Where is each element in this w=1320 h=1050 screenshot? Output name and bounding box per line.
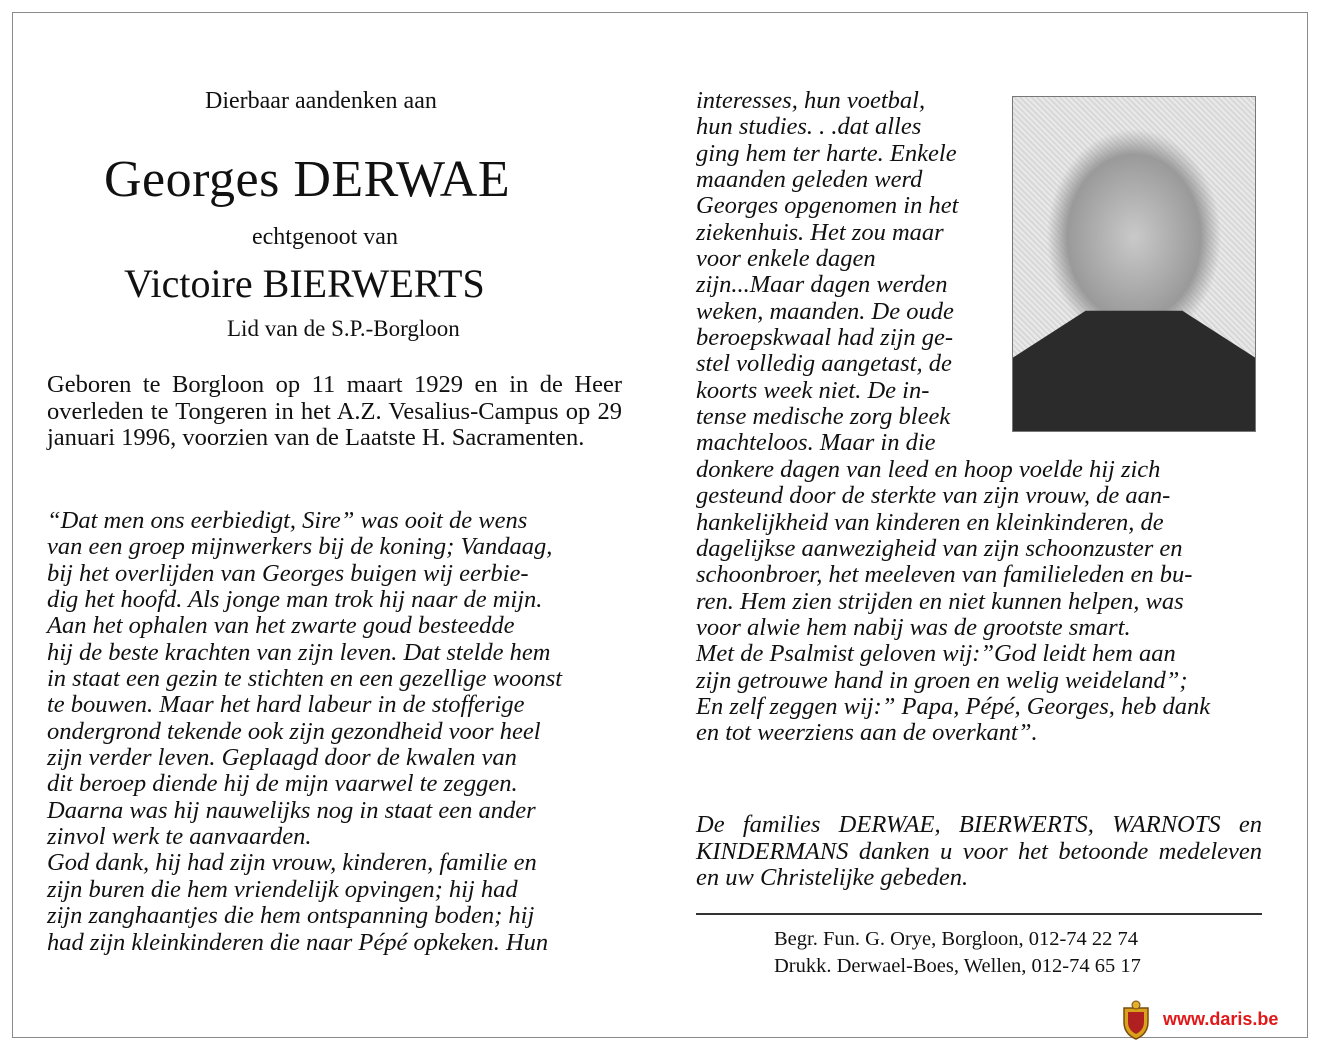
text-line: in staat een gezin te stichten en een gezellige woonst	[47, 665, 563, 693]
eulogy-right-narrow	[696, 88, 996, 457]
text-line: zijn buren die hem vriendelijk opvingen; hij had	[47, 875, 518, 903]
text-line: Georges opgenomen in het	[696, 192, 959, 220]
credits	[774, 926, 1141, 980]
text-line: zijn verder leven. Geplaagd door de kwalen van	[47, 744, 517, 772]
text-line: zijn...Maar dagen werden	[696, 271, 948, 299]
text-line: maanden geleden werd	[696, 166, 923, 194]
text-line: ren. Hem zien strijden en niet kunnen helpen, was	[696, 587, 1184, 615]
text-line: had zijn kleinkinderen die naar Pépé opkeken. Hun	[47, 928, 549, 956]
membership-text: Lid van de S.P.-Borgloon	[227, 316, 460, 341]
watermark-link[interactable]: www.daris.be	[1163, 1009, 1279, 1029]
text-line: te bouwen. Maar het hard labeur in de stofferige	[47, 691, 525, 719]
text-line: zijn getrouwe hand in groen en welig weideland”;	[696, 666, 1188, 694]
text-line: interesses, hun voetbal,	[696, 87, 926, 114]
text-line: En zelf zeggen wij:” Papa, Pépé, Georges, heb dank	[696, 692, 1211, 720]
portrait-photo	[1012, 96, 1256, 432]
text-line: dig het hoofd. Als jonge man trok hij naar de mijn.	[47, 586, 543, 614]
crest-icon	[1120, 1000, 1152, 1040]
birth-death-text: Geboren te Borgloon op 11 maart 1929 en in de Heer overleden te Tongeren in het A.Z. Vesalius-Campus op 29 januari 1996, voorzien van de Laatste H. Sacramenten.	[47, 371, 622, 451]
text-line: zinvol werk te aanvaarden.	[47, 823, 312, 851]
credit-line: Begr. Fun. G. Orye, Borgloon, 012-74 22 74	[774, 928, 1139, 950]
text-line: dagelijkse aanwezigheid van zijn schoonzuster en	[696, 534, 1183, 562]
text-line: hun studies. . .dat alles	[696, 113, 922, 141]
spouse-name: Victoire BIERWERTS	[124, 261, 485, 306]
text-line: en tot weerziens aan de overkant”.	[696, 719, 1038, 747]
text-line: Aan het ophalen van het zwarte goud besteedde	[47, 612, 515, 640]
text-line: zijn zanghaantjes die hem ontspanning boden; hij	[47, 902, 535, 930]
text-line: voor alwie hem nabij was de grootste smart.	[696, 613, 1131, 641]
deceased-name: Georges DERWAE	[104, 151, 511, 208]
text-line: gesteund door de sterkte van zijn vrouw, de aan-	[696, 482, 1171, 510]
spouse-label: echtgenoot van	[252, 224, 398, 250]
divider	[696, 913, 1262, 915]
text-line: dit beroep diende hij de mijn vaarwel te zeggen.	[47, 770, 518, 798]
text-line: God dank, hij had zijn vrouw, kinderen, familie en	[47, 849, 537, 877]
text-line: Daarna was hij nauwelijks nog in staat een ander	[47, 796, 536, 824]
text-line: ziekenhuis. Het zou maar	[696, 218, 944, 246]
text-line: stel volledig aangetast, de	[696, 350, 952, 378]
text-line: tense medische zorg bleek	[696, 403, 951, 431]
text-line: voor enkele dagen	[696, 245, 876, 273]
text-line: weken, maanden. De oude	[696, 297, 954, 325]
text-line: donkere dagen van leed en hoop voelde hij zich	[696, 455, 1161, 483]
text-line: Met de Psalmist geloven wij:”God leidt hem aan	[696, 640, 1176, 668]
eulogy-right-wide	[696, 457, 1262, 747]
credit-line: Drukk. Derwael-Boes, Wellen, 012-74 65 17	[774, 955, 1141, 977]
eulogy-left	[47, 508, 622, 956]
text-line: bij het overlijden van Georges buigen wij eerbie-	[47, 559, 529, 587]
text-line: beroepskwaal had zijn ge-	[696, 324, 953, 352]
text-line: hankelijkheid van kinderen en kleinkinderen, de	[696, 508, 1164, 536]
text-line: machteloos. Maar in die	[696, 429, 936, 457]
text-line: schoonbroer, het meeleven van familieleden en bu-	[696, 561, 1193, 589]
intro-text: Dierbaar aandenken aan	[205, 88, 437, 114]
text-line: hij de beste krachten van zijn leven. Dat stelde hem	[47, 638, 551, 666]
family-thanks: De families DERWAE, BIERWERTS, WARNOTS en KINDERMANS danken u voor het betoonde medeleven en uw Christelijke gebeden.	[696, 811, 1262, 891]
text-line: ging hem ter harte. Enkele	[696, 139, 957, 167]
text-line: van een groep mijnwerkers bij de koning; Vandaag,	[47, 533, 553, 561]
text-line: koorts week niet. De in-	[696, 376, 930, 404]
text-line: ondergrond tekende ook zijn gezondheid voor heel	[47, 717, 541, 745]
text-line: “Dat men ons eerbiedigt, Sire” was ooit de wens	[47, 507, 528, 534]
